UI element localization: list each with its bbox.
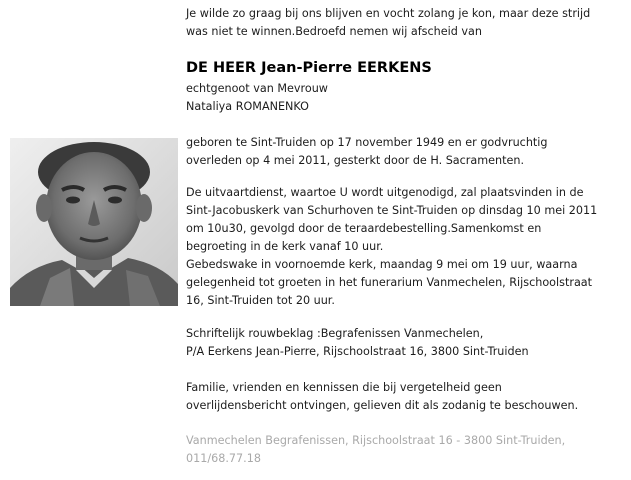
- spouse-text: [186, 80, 328, 116]
- funeral-line: gelegenheid tot groeten in het funerarium Vanmechelen, Rijschoolstraat: [186, 276, 593, 289]
- condolences-line: Schriftelijk rouwbeklag :Begrafenissen Vanmechelen,: [186, 327, 484, 340]
- birth-death-text: [186, 134, 548, 170]
- portrait-photo-image: [10, 138, 178, 306]
- intro-line: Je wilde zo graag bij ons blijven en vocht zolang je kon, maar deze strijd: [186, 7, 591, 20]
- intro-text: [186, 5, 590, 41]
- portrait-photo: [10, 138, 178, 306]
- footer-line: Vanmechelen Begrafenissen, Rijschoolstraat 16 - 3800 Sint-Truiden,: [186, 434, 566, 447]
- funeral-text: [186, 184, 597, 310]
- funeral-line: 16, Sint-Truiden tot 20 uur.: [186, 294, 335, 307]
- footer-contact: [186, 432, 565, 468]
- birth-death-line: geboren te Sint-Truiden op 17 november 1949 en er godvruchtig: [186, 136, 548, 149]
- spouse-line: echtgenoot van Mevrouw: [186, 82, 328, 95]
- funeral-line: De uitvaartdienst, waartoe U wordt uitgenodigd, zal plaatsvinden in de: [186, 186, 584, 199]
- spouse-line: Nataliya ROMANENKO: [186, 100, 309, 113]
- funeral-line: om 10u30, gevolgd door de teraardebestelling.Samenkomst en: [186, 222, 542, 235]
- condolences-text: [186, 325, 529, 361]
- birth-death-line: overleden op 4 mei 2011, gesterkt door de H. Sacramenten.: [186, 154, 525, 167]
- funeral-line: begroeting in de kerk vanaf 10 uur.: [186, 240, 384, 253]
- funeral-line: Gebedswake in voornoemde kerk, maandag 9 mei om 19 uur, waarna: [186, 258, 578, 271]
- intro-line: was niet te winnen.Bedroefd nemen wij afscheid van: [186, 25, 482, 38]
- family-note-line: overlijdensbericht ontvingen, gelieven dit als zodanig te beschouwen.: [186, 399, 579, 412]
- funeral-line: Sint-Jacobuskerk van Schurhoven te Sint-Truiden op dinsdag 10 mei 2011: [186, 204, 598, 217]
- footer-line: 011/68.77.18: [186, 452, 261, 465]
- family-note-text: [186, 379, 578, 415]
- family-note-line: Familie, vrienden en kennissen die bij vergetelheid geen: [186, 381, 502, 394]
- deceased-name: DE HEER Jean-Pierre EERKENS: [186, 60, 432, 76]
- condolences-line: P/A Eerkens Jean-Pierre, Rijschoolstraat 16, 3800 Sint-Truiden: [186, 345, 529, 358]
